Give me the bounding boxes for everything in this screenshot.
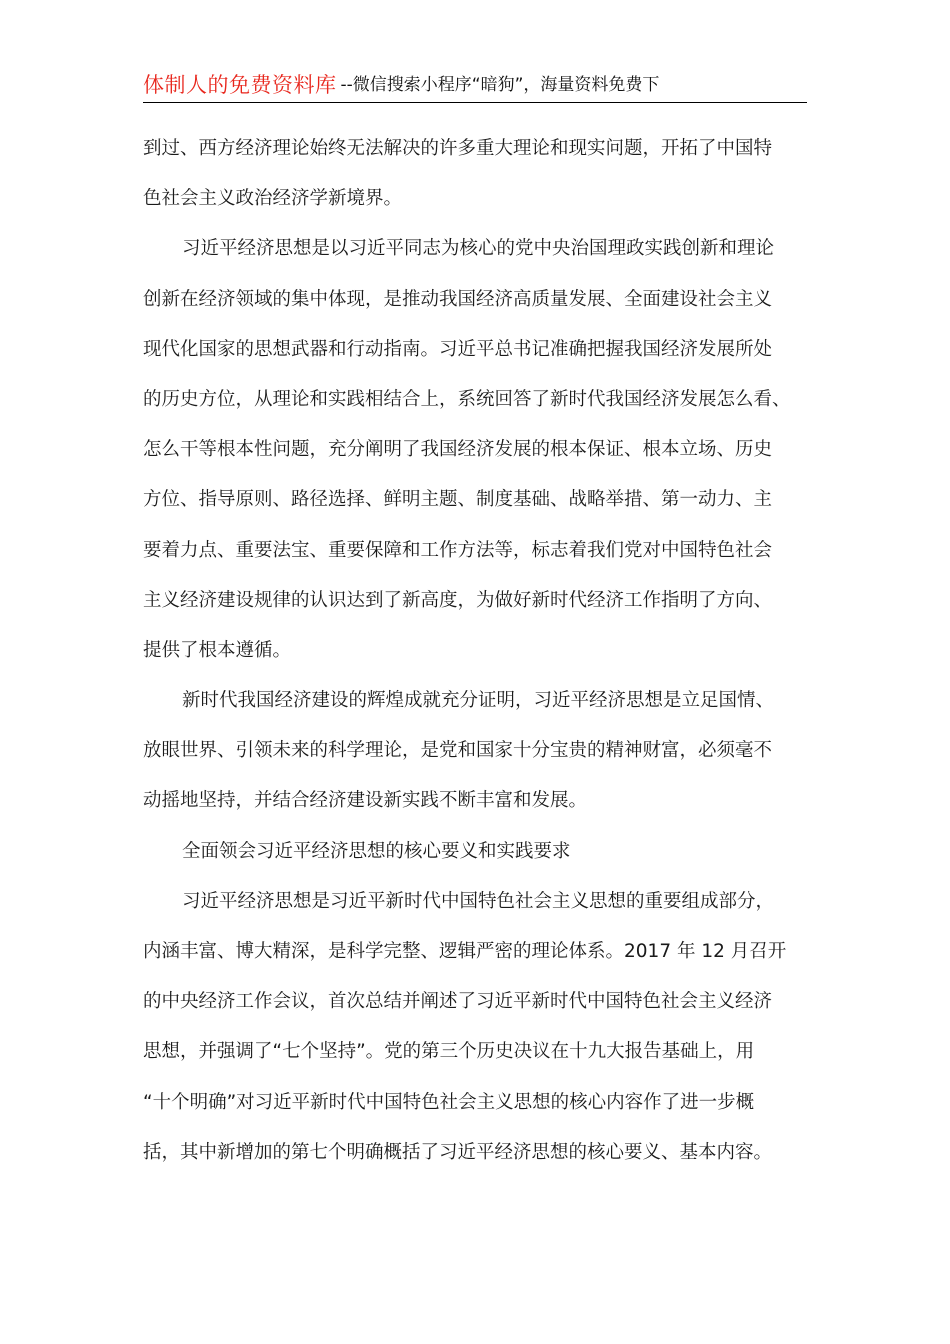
text-line: 的中央经济工作会议，首次总结并阐述了习近平新时代中国特色社会主义经济: [143, 991, 773, 1013]
text-line: “十个明确”对习近平新时代中国特色社会主义思想的核心内容作了进一步概: [143, 1091, 755, 1113]
text-line: 到过、西方经济理论始终无法解决的许多重大理论和现实问题，开拓了中国特: [143, 138, 773, 159]
text-line: 内涵丰富、博大精深，是科学完整、逻辑严密的理论体系。2017 年 12 月召开: [143, 941, 787, 962]
text-line: 的历史方位，从理论和实践相结合上，系统回答了新时代我国经济发展怎么看、: [143, 388, 791, 410]
text-line: 现代化国家的思想武器和行动指南。习近平总书记准确把握我国经济发展所处: [143, 338, 773, 360]
text-line: 习近平经济思想是习近平新时代中国特色社会主义思想的重要组成部分，: [182, 890, 775, 912]
text-line: 提供了根本遵循。: [143, 639, 292, 661]
text-line: 创新在经济领域的集中体现，是推动我国经济高质量发展、全面建设社会主义: [143, 288, 773, 310]
text-line: 思想，并强调了“七个坚持”。党的第三个历史决议在十九大报告基础上，用: [143, 1041, 755, 1063]
text-line: 怎么干等根本性问题，充分阐明了我国经济发展的根本保证、根本立场、历史: [143, 439, 773, 461]
text-line: 放眼世界、引领未来的科学理论，是党和国家十分宝贵的精神财富，必须毫不: [143, 740, 773, 762]
header-tagline: --微信搜索小程序“暗狗”，海量资料免费下: [340, 75, 660, 95]
text-line: 新时代我国经济建设的辉煌成就充分证明，习近平经济思想是立足国情、: [182, 690, 775, 712]
text-line: 括，其中新增加的第七个明确概括了习近平经济思想的核心要义、基本内容。: [143, 1141, 773, 1163]
page-header: [143, 70, 807, 103]
text-line: 要着力点、重要法宝、重要保障和工作方法等，标志着我们党对中国特色社会: [143, 539, 773, 561]
text-line: 方位、指导原则、路径选择、鲜明主题、制度基础、战略举措、第一动力、主: [143, 489, 773, 511]
text-line: 主义经济建设规律的认识达到了新高度，为做好新时代经济工作指明了方向、: [143, 589, 773, 611]
header-brand: 体制人的免费资料库: [143, 73, 337, 97]
section-heading: 全面领会习近平经济思想的核心要义和实践要求: [182, 840, 571, 862]
text-line: 色社会主义政治经济学新境界。: [143, 188, 403, 210]
text-line: 动摇地坚持，并结合经济建设新实践不断丰富和发展。: [143, 790, 588, 812]
text-line: 习近平经济思想是以习近平同志为核心的党中央治国理政实践创新和理论: [182, 238, 775, 260]
body-text: [143, 124, 807, 1178]
